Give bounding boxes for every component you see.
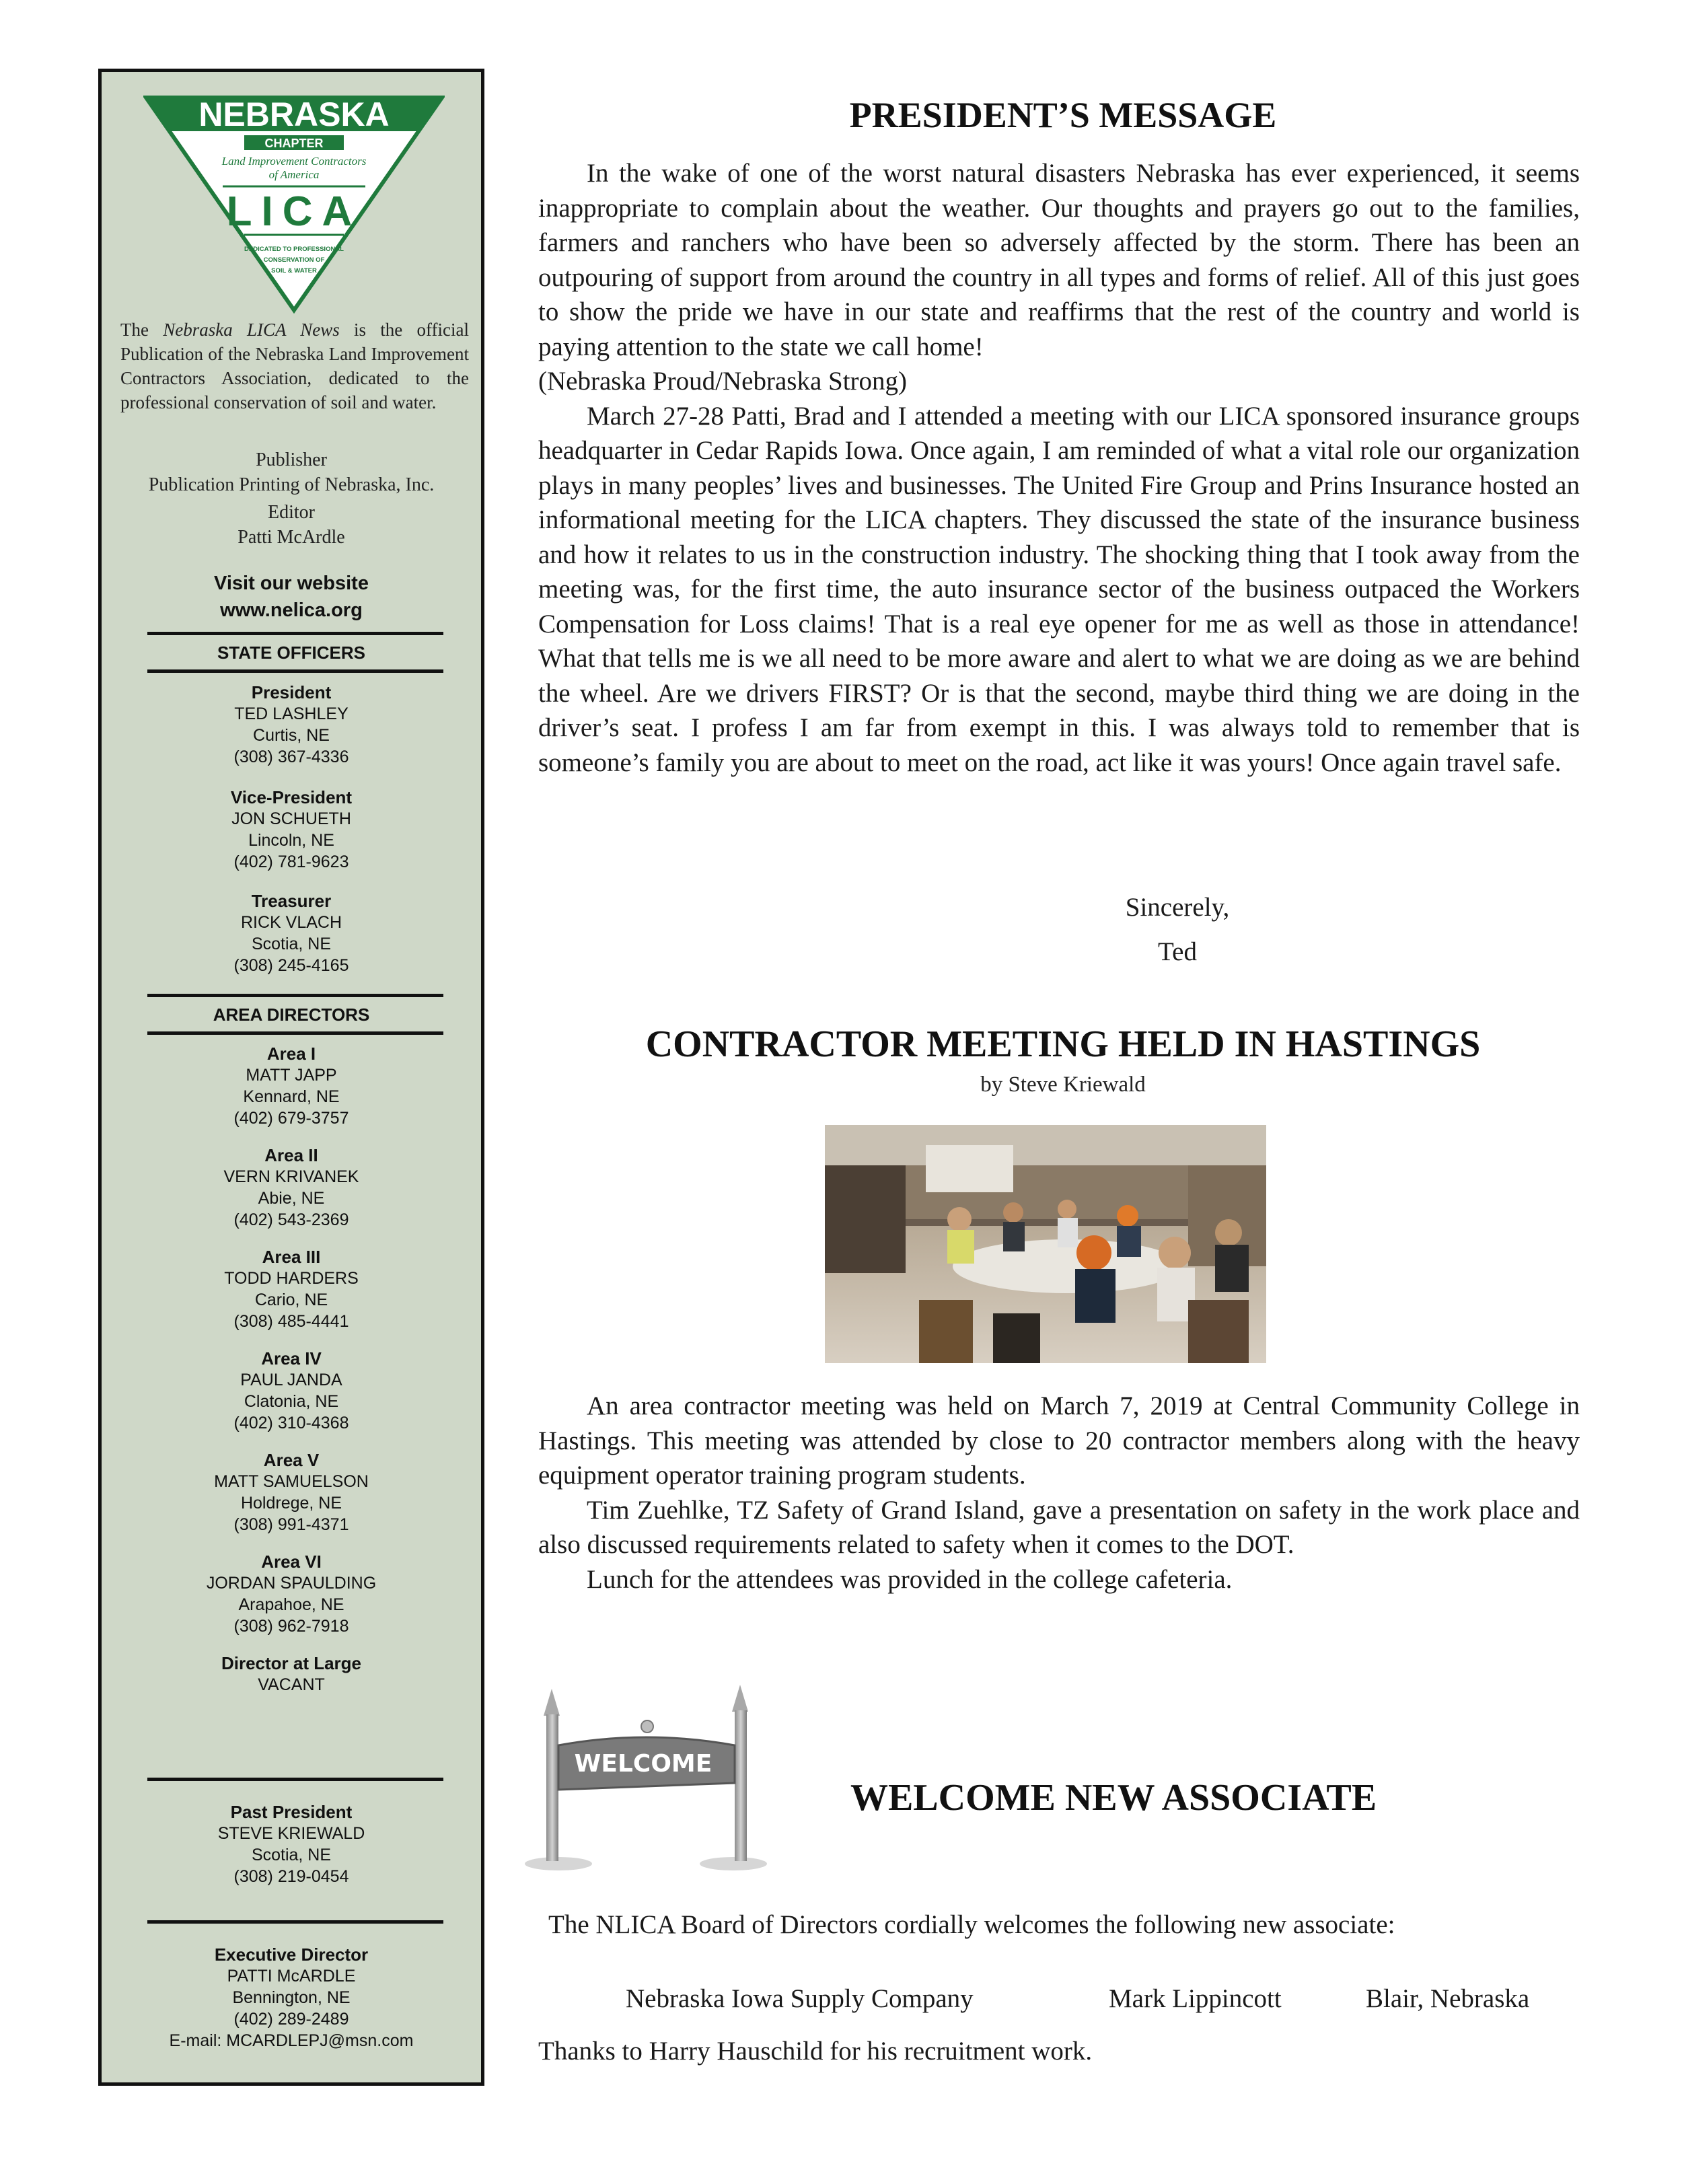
paragraph: An area contractor meeting was held on March 7, 2019 at Central Community College in Hastings. This meeting was attended by close to 20 contractor members along with the heavy equipment operator training program students.	[538, 1391, 1580, 1490]
state-officers-heading: STATE OFFICERS	[217, 643, 366, 663]
editor-name: Patti McArdle	[237, 527, 345, 548]
divider	[147, 1778, 443, 1781]
officer-president: President TED LASHLEY Curtis, NE (308) 367-4336	[233, 682, 349, 766]
website-label: Visit our website	[214, 573, 369, 594]
logo-name: NEBRASKA	[198, 96, 390, 133]
director-area-4: Area IV PAUL JANDA Clatonia, NE (402) 310-4368	[233, 1348, 349, 1432]
logo-chapter: CHAPTER	[264, 137, 324, 150]
meeting-photo	[825, 1125, 1266, 1363]
publication-name: Nebraska LICA News	[163, 320, 340, 340]
area-directors-heading: AREA DIRECTORS	[213, 1005, 370, 1025]
director-at-large: Director at Large VACANT	[221, 1653, 362, 1694]
director-area-3: Area III TODD HARDERS Cario, NE (308) 485-4441	[224, 1247, 359, 1331]
paragraph: Tim Zuehlke, TZ Safety of Grand Island, gave a presentation on safety in the work place and also discussed requirements related to safety when it comes to the DOT.	[538, 1495, 1580, 1559]
website-link[interactable]: www.nelica.org	[220, 599, 363, 621]
article-byline: by Steve Kriewald	[980, 1072, 1146, 1097]
executive-director-email[interactable]: E-mail: MCARDLEPJ@msn.com	[169, 2031, 414, 2050]
officer-vice-president: Vice-President JON SCHUETH Lincoln, NE (402) 781-9623	[230, 787, 353, 871]
publisher-label: Publisher	[256, 449, 327, 470]
presidents-message-body	[538, 156, 1580, 780]
editor-label: Editor	[268, 502, 315, 523]
contractor-meeting-body	[538, 1389, 1580, 1597]
welcome-title: WELCOME NEW ASSOCIATE	[850, 1777, 1377, 1819]
paragraph: Lunch for the attendees was provided in the college cafeteria.	[587, 1564, 1233, 1594]
logo-tagline3: SOIL & WATER	[271, 267, 317, 275]
publisher-name: Publication Printing of Nebraska, Inc.	[148, 474, 435, 495]
logo-org-line1: Land Improvement Contractors	[221, 155, 367, 168]
logo-tagline1: DEDICATED TO PROFESSIONAL	[244, 246, 344, 253]
logo-tagline2: CONSERVATION OF	[263, 256, 325, 264]
divider	[147, 669, 443, 673]
welcome-sign-icon	[518, 1682, 774, 1877]
welcome-sign-text: WELCOME	[574, 1750, 712, 1778]
logo-org-line2: of America	[268, 168, 320, 181]
presidents-message-title: PRESIDENT’S MESSAGE	[849, 95, 1277, 135]
director-area-1: Area I MATT JAPP Kennard, NE (402) 679-3757	[233, 1044, 349, 1128]
director-area-6: Area VI JORDAN SPAULDING Arapahoe, NE (308) 962-7918	[206, 1552, 377, 1636]
executive-director: Executive Director PATTI McARDLE Bennington, NE (402) 289-2489 E-mail: MCARDLEPJ@msn.com	[102, 1944, 481, 2051]
paragraph: In the wake of one of the worst natural disasters Nebraska has ever experienced, it seems inappropriate to complain about the weather. Our thoughts and prayers go out to the families, farmers and ranchers who have been so adversely affected by the storm. There has been an outpouring of support from around the country in all types and forms of relief. All of this just goes to show the pride we have in our state and reaffirms that the rest of the country and world is paying attention to the state we call home!	[538, 159, 1580, 361]
nebraska-lica-logo	[143, 94, 445, 316]
director-area-5: Area V MATT SAMUELSON Holdrege, NE (308) 991-4371	[214, 1450, 369, 1534]
signature: Ted	[1158, 937, 1197, 966]
divider	[147, 632, 443, 635]
masthead-sidebar	[98, 69, 484, 2086]
logo-acronym: LICA	[226, 188, 362, 235]
recruitment-thanks: Thanks to Harry Hauschild for his recruitment work.	[538, 2037, 1093, 2066]
associate-contact: Mark Lippincott	[1109, 1984, 1282, 2013]
divider	[147, 1920, 443, 1924]
officer-treasurer: Treasurer RICK VLACH Scotia, NE (308) 245-4165	[233, 891, 349, 975]
paragraph: March 27-28 Patti, Brad and I attended a meeting with our LICA sponsored insurance groups headquarter in Cedar Rapids Iowa. Once again, I am reminded of what a vital role our organization plays in many peoples’ lives and businesses. The United Fire Group and Prins Insurance hosted an informational meeting for the LICA chapters. They discussed the state of the insurance business and how it relates to us in the construction industry. The shocking thing that I took away from the meeting was, for the first time, the auto insurance sector of the business outpaced the Workers Compensation for Loss claims! That is a real eye opener for me as well as those in attendance! What that tells me is we all need to be more aware and alert to what we are doing as we are behind the wheel. Are we drivers FIRST? Or is that the second, maybe third thing we are doing in the driver’s seat. I profess I am far from exempt in this. I was always told to remember that is someone’s family you are about to meet on the road, act like it was yours! Once again travel safe.	[538, 401, 1580, 777]
welcome-intro: The NLICA Board of Directors cordially welcomes the following new associate:	[548, 1910, 1395, 1939]
contractor-meeting-title: CONTRACTOR MEETING HELD IN HASTINGS	[645, 1023, 1481, 1065]
publication-statement: The Nebraska LICA News is the official Publication of the Nebraska Land Improvement Contractors Association, dedicated to the professional conservation of soil and water.	[120, 320, 469, 412]
divider	[147, 994, 443, 997]
past-president: Past President STEVE KRIEWALD Scotia, NE (308) 219-0454	[217, 1802, 365, 1886]
associate-location: Blair, Nebraska	[1366, 1984, 1530, 2013]
paragraph: (Nebraska Proud/Nebraska Strong)	[538, 367, 908, 396]
director-area-2: Area II VERN KRIVANEK Abie, NE (402) 543-2369	[223, 1145, 359, 1229]
associate-company: Nebraska Iowa Supply Company	[626, 1984, 974, 2013]
divider	[147, 1031, 443, 1035]
closing-salutation: Sincerely,	[1125, 893, 1230, 922]
